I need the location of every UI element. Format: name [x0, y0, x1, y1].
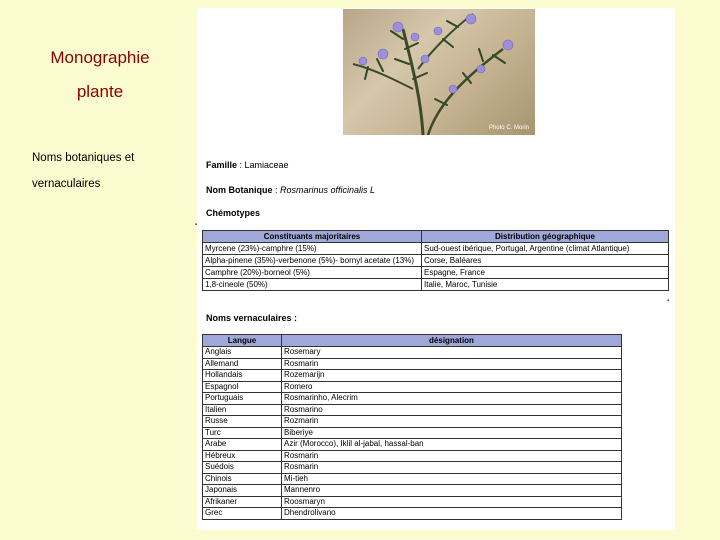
- table-row: [203, 473, 622, 485]
- nom-botanique-value: Rosmarinus officinalis L: [280, 185, 376, 195]
- table-row: [203, 347, 622, 359]
- table-row: [203, 404, 622, 416]
- vernaculaires-header-langue: Langue: [203, 335, 282, 347]
- table-row: [203, 370, 622, 382]
- langue-cell: Grec: [203, 508, 282, 520]
- vernaculaires-heading: [206, 313, 297, 323]
- table-row: [203, 393, 622, 405]
- langue-cell: Hollandais: [203, 370, 282, 382]
- vernaculaires-table: [202, 334, 622, 520]
- table-row: [203, 267, 669, 279]
- table-row: [203, 381, 622, 393]
- rosemary-photo: [343, 9, 535, 135]
- designation-cell: Rosmarino: [282, 404, 622, 416]
- designation-cell: Rosmarin: [282, 450, 622, 462]
- table-row: [203, 485, 622, 497]
- chemotypes-header-constituants: Constituants majoritaires: [203, 231, 422, 243]
- designation-cell: Biberiye: [282, 427, 622, 439]
- vernaculaires-header-designation: désignation: [282, 335, 622, 347]
- langue-cell: Suédois: [203, 462, 282, 474]
- table-row: [203, 358, 622, 370]
- constituant-cell: Alpha-pinene (35%)-verbenone (5%)- bornyl acetate (13%): [203, 255, 422, 267]
- table-row: [203, 416, 622, 428]
- table-row: [203, 427, 622, 439]
- designation-cell: Rosmarinho, Alecrim: [282, 393, 622, 405]
- slide-subtitle: Noms botaniques et vernaculaires: [32, 152, 135, 190]
- monograph-document: [197, 8, 675, 530]
- langue-cell: Anglais: [203, 347, 282, 359]
- langue-cell: Russe: [203, 416, 282, 428]
- chemotypes-heading: [206, 208, 260, 218]
- table-row: [203, 508, 622, 520]
- famille-value: Lamiaceae: [244, 160, 289, 170]
- langue-cell: Chinois: [203, 473, 282, 485]
- distribution-cell: Italie, Maroc, Tunisie: [422, 279, 669, 291]
- rosemary-plant-illustration: [343, 9, 535, 135]
- table-marker-right: ▪: [667, 298, 670, 304]
- designation-cell: Dhendrolivano: [282, 508, 622, 520]
- constituant-cell: Myrcene (23%)-camphre (15%): [203, 243, 422, 255]
- chemotypes-table: [202, 230, 669, 291]
- distribution-cell: Espagne, France: [422, 267, 669, 279]
- table-row: [203, 496, 622, 508]
- langue-cell: Arabe: [203, 439, 282, 451]
- chemotypes-header-row: [203, 231, 669, 243]
- designation-cell: Roosmaryn: [282, 496, 622, 508]
- slide-title-line1: Monographie: [50, 48, 150, 67]
- langue-cell: Italien: [203, 404, 282, 416]
- famille-label: Famille: [206, 160, 238, 170]
- designation-cell: Rozemarijn: [282, 370, 622, 382]
- nom-botanique-field: Nom Botanique : Rosmarinus officinalis L: [206, 185, 376, 195]
- table-row: [203, 462, 622, 474]
- table-row: [203, 279, 669, 291]
- table-row: [203, 243, 669, 255]
- designation-cell: Mannenro: [282, 485, 622, 497]
- designation-cell: Azir (Morocco), Iklil al-jabal, hassal-ban: [282, 439, 622, 451]
- langue-cell: Japonais: [203, 485, 282, 497]
- table-row: [203, 450, 622, 462]
- designation-cell: Rosmarin: [282, 462, 622, 474]
- table-row: [203, 255, 669, 267]
- langue-cell: Allemand: [203, 358, 282, 370]
- nom-botanique-label: Nom Botanique: [206, 185, 273, 195]
- table-row: [203, 439, 622, 451]
- constituant-cell: Camphre (20%)-borneol (5%): [203, 267, 422, 279]
- constituant-cell: 1,8-cineole (50%): [203, 279, 422, 291]
- vernaculaires-label: Noms vernaculaires :: [206, 313, 298, 323]
- distribution-cell: Corse, Baléares: [422, 255, 669, 267]
- chemotypes-header-distribution: Distribution géographique: [422, 231, 669, 243]
- famille-field: Famille : Lamiaceae: [206, 160, 289, 170]
- designation-cell: Romero: [282, 381, 622, 393]
- langue-cell: Hébreux: [203, 450, 282, 462]
- slide-title-line2: plante: [76, 82, 124, 101]
- photo-credit: Photo C. Morin: [488, 125, 529, 131]
- designation-cell: Rozmarin: [282, 416, 622, 428]
- langue-cell: Portuguais: [203, 393, 282, 405]
- langue-cell: Espagnol: [203, 381, 282, 393]
- designation-cell: Rosemary: [282, 347, 622, 359]
- distribution-cell: Sud-ouest ibérique, Portugal, Argentine (climat Atlantique): [422, 243, 669, 255]
- vernaculaires-header-row: [203, 335, 622, 347]
- langue-cell: Afrikaner: [203, 496, 282, 508]
- chemotypes-label: Chémotypes: [206, 208, 261, 218]
- langue-cell: Turc: [203, 427, 282, 439]
- table-marker-left: ▪: [195, 222, 198, 228]
- designation-cell: Mi-tieh: [282, 473, 622, 485]
- designation-cell: Rosmarin: [282, 358, 622, 370]
